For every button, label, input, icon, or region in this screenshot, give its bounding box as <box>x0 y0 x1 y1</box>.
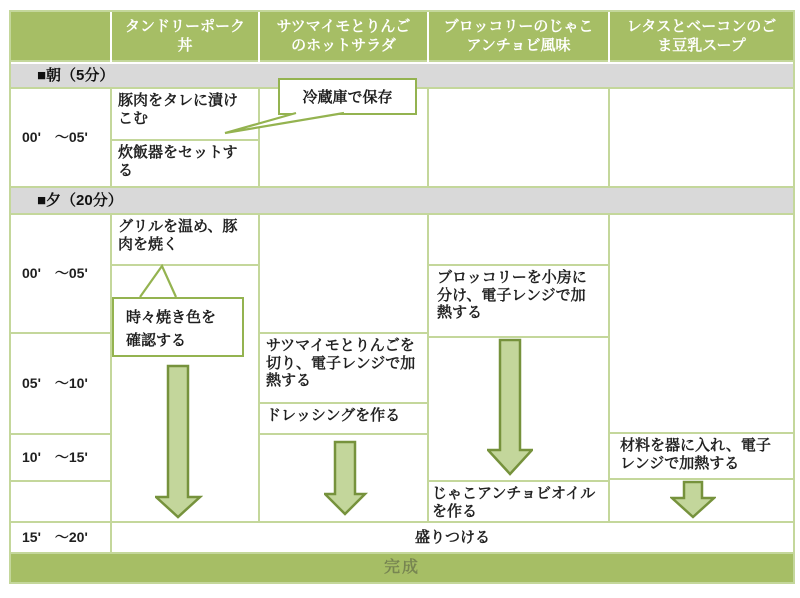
task-pork-marinate: 豚肉をタレに漬けこむ <box>112 89 258 139</box>
header-bottom-separator <box>11 62 793 64</box>
empty-cell <box>610 215 793 432</box>
flow-arrow-soup-icon <box>670 480 716 520</box>
empty-cell <box>11 482 110 521</box>
column-header-broccoli: ブロッコリーのじゃこアンチョビ風味 <box>429 12 608 60</box>
callout-tail-icon <box>220 110 350 136</box>
header-separator <box>110 12 112 62</box>
task-pork-grill: グリルを温め、豚肉を焼く <box>112 215 258 264</box>
time-cell-evening-05-10: 05' ～10' <box>11 334 110 433</box>
time-cell-evening-00-05: 00' ～05' <box>11 215 110 332</box>
timeline-table <box>9 10 795 584</box>
column-header-tandoori-pork-bowl: タンドリーポーク丼 <box>112 12 258 60</box>
callout-check-browning: 時々焼き色を確認する <box>112 297 244 357</box>
empty-cell <box>429 215 608 264</box>
flow-arrow-broccoli-icon <box>487 338 533 478</box>
task-sweet-potato: サツマイモとりんごを切り、電子レンジで加熱する <box>260 334 427 402</box>
column-header-sweet-potato-salad: サツマイモとりんごのホットサラダ <box>260 12 427 60</box>
empty-cell <box>260 215 427 332</box>
column-header-soup: レタスとベーコンのごま豆乳スープ <box>610 12 793 60</box>
task-jako-anchovy-oil: じゃこアンチョビオイルを作る <box>429 482 608 521</box>
header-corner-cell <box>11 12 110 60</box>
task-broccoli: ブロッコリーを小房に分け、電子レンジで加熱する <box>429 266 608 336</box>
header-separator <box>608 12 610 62</box>
callout-tail-icon <box>136 264 192 302</box>
header-separator <box>427 12 429 62</box>
task-rice-cooker: 炊飯器をセットする <box>112 141 258 186</box>
task-plating: 盛りつける <box>112 523 793 552</box>
header-separator <box>258 12 260 62</box>
empty-cell <box>429 89 608 186</box>
task-soup: 材料を器に入れ、電子レンジで加熱する <box>610 434 793 478</box>
section-band-evening: ■夕（20分） <box>11 188 793 213</box>
time-cell-morning-00-05: 00' ～05' <box>11 89 110 186</box>
flow-arrow-salad-icon <box>324 440 368 518</box>
section-band-morning: ■朝（5分） <box>11 64 793 87</box>
footer-complete: 完成 <box>11 554 793 582</box>
task-dressing: ドレッシングを作る <box>260 404 427 433</box>
callout-refrigerate: 冷蔵庫で保存 <box>278 78 417 115</box>
time-cell-evening-15-20: 15' ～20' <box>11 523 110 552</box>
flow-arrow-pork-icon <box>155 364 203 522</box>
time-cell-evening-10-15: 10' ～15' <box>11 435 110 480</box>
empty-cell <box>610 89 793 186</box>
